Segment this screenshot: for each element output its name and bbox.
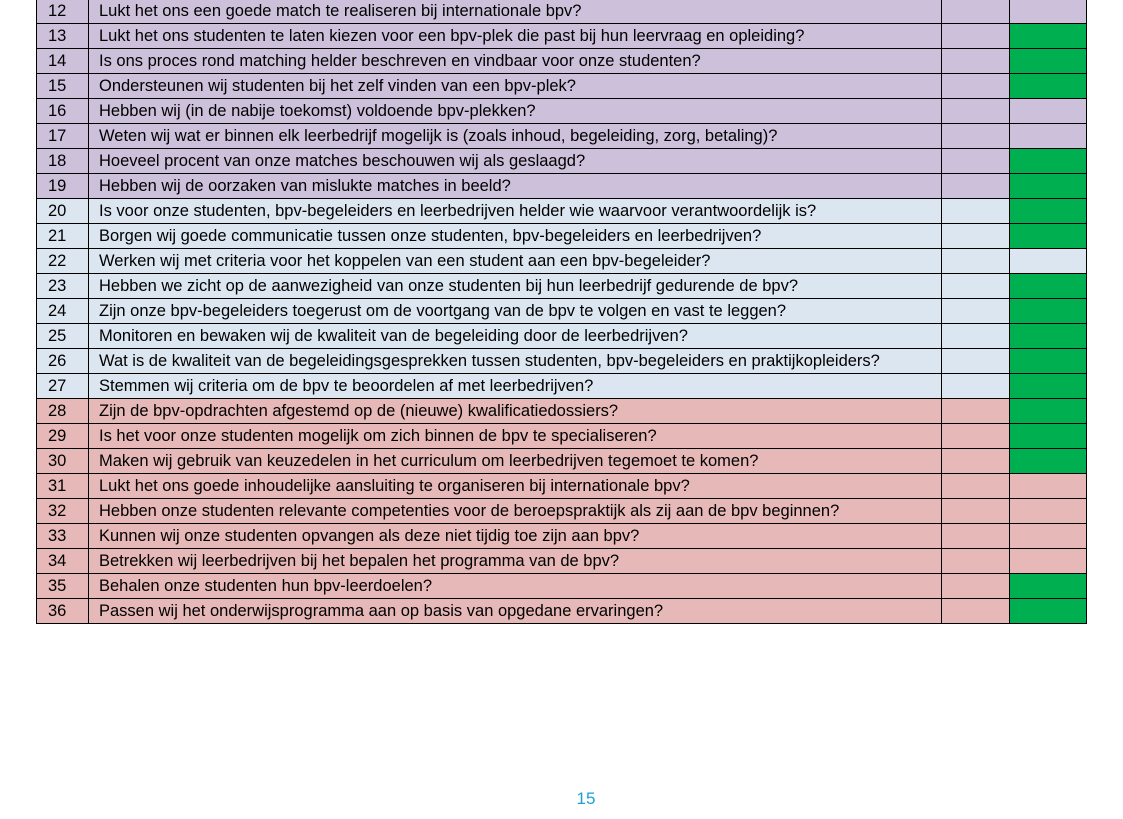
- row-number: 14: [37, 49, 89, 74]
- row-number: 23: [37, 274, 89, 299]
- status-cell-green: [1010, 149, 1087, 174]
- status-cell: [1010, 499, 1087, 524]
- table-row: [37, 349, 1087, 374]
- row-number: 12: [37, 0, 89, 24]
- table-row: [37, 149, 1087, 174]
- status-cell-green: [1010, 324, 1087, 349]
- row-number: 18: [37, 149, 89, 174]
- answer-cell: [942, 399, 1010, 424]
- answer-cell: [942, 174, 1010, 199]
- row-number: 22: [37, 249, 89, 274]
- row-number: 29: [37, 424, 89, 449]
- status-cell-green: [1010, 49, 1087, 74]
- answer-cell: [942, 449, 1010, 474]
- row-number: 17: [37, 124, 89, 149]
- table-row: [37, 24, 1087, 49]
- status-cell: [1010, 549, 1087, 574]
- question-text: Lukt het ons een goede match te realiseren bij internationale bpv?: [89, 0, 942, 24]
- question-text: Weten wij wat er binnen elk leerbedrijf mogelijk is (zoals inhoud, begeleiding, zorg, betaling)?: [89, 124, 942, 149]
- answer-cell: [942, 24, 1010, 49]
- question-table-body: [37, 0, 1087, 624]
- status-cell-green: [1010, 174, 1087, 199]
- question-text: Is het voor onze studenten mogelijk om zich binnen de bpv te specialiseren?: [89, 424, 942, 449]
- status-cell-green: [1010, 349, 1087, 374]
- question-text: Maken wij gebruik van keuzedelen in het curriculum om leerbedrijven tegemoet te komen?: [89, 449, 942, 474]
- answer-cell: [942, 374, 1010, 399]
- answer-cell: [942, 274, 1010, 299]
- row-number: 35: [37, 574, 89, 599]
- answer-cell: [942, 49, 1010, 74]
- status-cell-green: [1010, 449, 1087, 474]
- question-text: Hoeveel procent van onze matches beschouwen wij als geslaagd?: [89, 149, 942, 174]
- question-text: Kunnen wij onze studenten opvangen als deze niet tijdig toe zijn aan bpv?: [89, 524, 942, 549]
- status-cell: [1010, 99, 1087, 124]
- row-number: 34: [37, 549, 89, 574]
- status-cell-green: [1010, 374, 1087, 399]
- row-number: 13: [37, 24, 89, 49]
- answer-cell: [942, 74, 1010, 99]
- table-row: [37, 224, 1087, 249]
- table-row: [37, 549, 1087, 574]
- table-row: [37, 499, 1087, 524]
- status-cell-green: [1010, 24, 1087, 49]
- status-cell: [1010, 124, 1087, 149]
- question-text: Zijn onze bpv-begeleiders toegerust om de voortgang van de bpv te volgen en vast te leggen?: [89, 299, 942, 324]
- status-cell-green: [1010, 574, 1087, 599]
- table-row: [37, 249, 1087, 274]
- table-row: [37, 474, 1087, 499]
- status-cell-green: [1010, 199, 1087, 224]
- question-text: Ondersteunen wij studenten bij het zelf vinden van een bpv-plek?: [89, 74, 942, 99]
- table-row: [37, 574, 1087, 599]
- answer-cell: [942, 549, 1010, 574]
- table-row: [37, 99, 1087, 124]
- row-number: 15: [37, 74, 89, 99]
- answer-cell: [942, 149, 1010, 174]
- answer-cell: [942, 199, 1010, 224]
- answer-cell: [942, 474, 1010, 499]
- status-cell: [1010, 474, 1087, 499]
- table-row: [37, 49, 1087, 74]
- status-cell-green: [1010, 299, 1087, 324]
- table-row: [37, 74, 1087, 99]
- answer-cell: [942, 0, 1010, 24]
- row-number: 24: [37, 299, 89, 324]
- question-text: Werken wij met criteria voor het koppelen van een student aan een bpv-begeleider?: [89, 249, 942, 274]
- row-number: 36: [37, 599, 89, 624]
- row-number: 32: [37, 499, 89, 524]
- table-row: [37, 0, 1087, 24]
- table-row: [37, 199, 1087, 224]
- table-row: [37, 324, 1087, 349]
- question-text: Stemmen wij criteria om de bpv te beoordelen af met leerbedrijven?: [89, 374, 942, 399]
- row-number: 25: [37, 324, 89, 349]
- question-text: Hebben wij (in de nabije toekomst) voldoende bpv-plekken?: [89, 99, 942, 124]
- question-table: [36, 0, 1087, 624]
- answer-cell: [942, 599, 1010, 624]
- table-row: [37, 424, 1087, 449]
- row-number: 30: [37, 449, 89, 474]
- table-row: [37, 299, 1087, 324]
- table-row: [37, 174, 1087, 199]
- question-text: Passen wij het onderwijsprogramma aan op basis van opgedane ervaringen?: [89, 599, 942, 624]
- question-text: Betrekken wij leerbedrijven bij het bepalen het programma van de bpv?: [89, 549, 942, 574]
- answer-cell: [942, 349, 1010, 374]
- question-text: Hebben wij de oorzaken van mislukte matches in beeld?: [89, 174, 942, 199]
- question-text: Behalen onze studenten hun bpv-leerdoelen?: [89, 574, 942, 599]
- question-text: Is voor onze studenten, bpv-begeleiders en leerbedrijven helder wie waarvoor verantwoordelijk is?: [89, 199, 942, 224]
- row-number: 21: [37, 224, 89, 249]
- table-row: [37, 524, 1087, 549]
- answer-cell: [942, 99, 1010, 124]
- question-text: Lukt het ons goede inhoudelijke aansluiting te organiseren bij internationale bpv?: [89, 474, 942, 499]
- table-row: [37, 124, 1087, 149]
- answer-cell: [942, 249, 1010, 274]
- answer-cell: [942, 424, 1010, 449]
- status-cell-green: [1010, 224, 1087, 249]
- status-cell-green: [1010, 424, 1087, 449]
- row-number: 33: [37, 524, 89, 549]
- answer-cell: [942, 574, 1010, 599]
- table-row: [37, 399, 1087, 424]
- row-number: 28: [37, 399, 89, 424]
- question-text: Is ons proces rond matching helder beschreven en vindbaar voor onze studenten?: [89, 49, 942, 74]
- status-cell: [1010, 249, 1087, 274]
- status-cell: [1010, 0, 1087, 24]
- answer-cell: [942, 499, 1010, 524]
- row-number: 16: [37, 99, 89, 124]
- table-row: [37, 374, 1087, 399]
- question-text: Hebben onze studenten relevante competenties voor de beroepspraktijk als zij aan de bpv beginnen?: [89, 499, 942, 524]
- question-text: Lukt het ons studenten te laten kiezen voor een bpv-plek die past bij hun leervraag en opleiding?: [89, 24, 942, 49]
- status-cell-green: [1010, 599, 1087, 624]
- answer-cell: [942, 224, 1010, 249]
- table-row: [37, 599, 1087, 624]
- row-number: 19: [37, 174, 89, 199]
- question-text: Wat is de kwaliteit van de begeleidingsgesprekken tussen studenten, bpv-begeleiders en praktijkopleiders?: [89, 349, 942, 374]
- row-number: 26: [37, 349, 89, 374]
- row-number: 20: [37, 199, 89, 224]
- status-cell: [1010, 524, 1087, 549]
- question-text: Hebben we zicht op de aanwezigheid van onze studenten bij hun leerbedrijf gedurende de bpv?: [89, 274, 942, 299]
- status-cell-green: [1010, 74, 1087, 99]
- answer-cell: [942, 124, 1010, 149]
- question-text: Monitoren en bewaken wij de kwaliteit van de begeleiding door de leerbedrijven?: [89, 324, 942, 349]
- status-cell-green: [1010, 399, 1087, 424]
- answer-cell: [942, 324, 1010, 349]
- table-row: [37, 274, 1087, 299]
- row-number: 27: [37, 374, 89, 399]
- answer-cell: [942, 524, 1010, 549]
- page-number: 15: [576, 789, 596, 808]
- answer-cell: [942, 299, 1010, 324]
- status-cell-green: [1010, 274, 1087, 299]
- table-row: [37, 449, 1087, 474]
- question-text: Borgen wij goede communicatie tussen onze studenten, bpv-begeleiders en leerbedrijven?: [89, 224, 942, 249]
- row-number: 31: [37, 474, 89, 499]
- question-text: Zijn de bpv-opdrachten afgestemd op de (nieuwe) kwalificatiedossiers?: [89, 399, 942, 424]
